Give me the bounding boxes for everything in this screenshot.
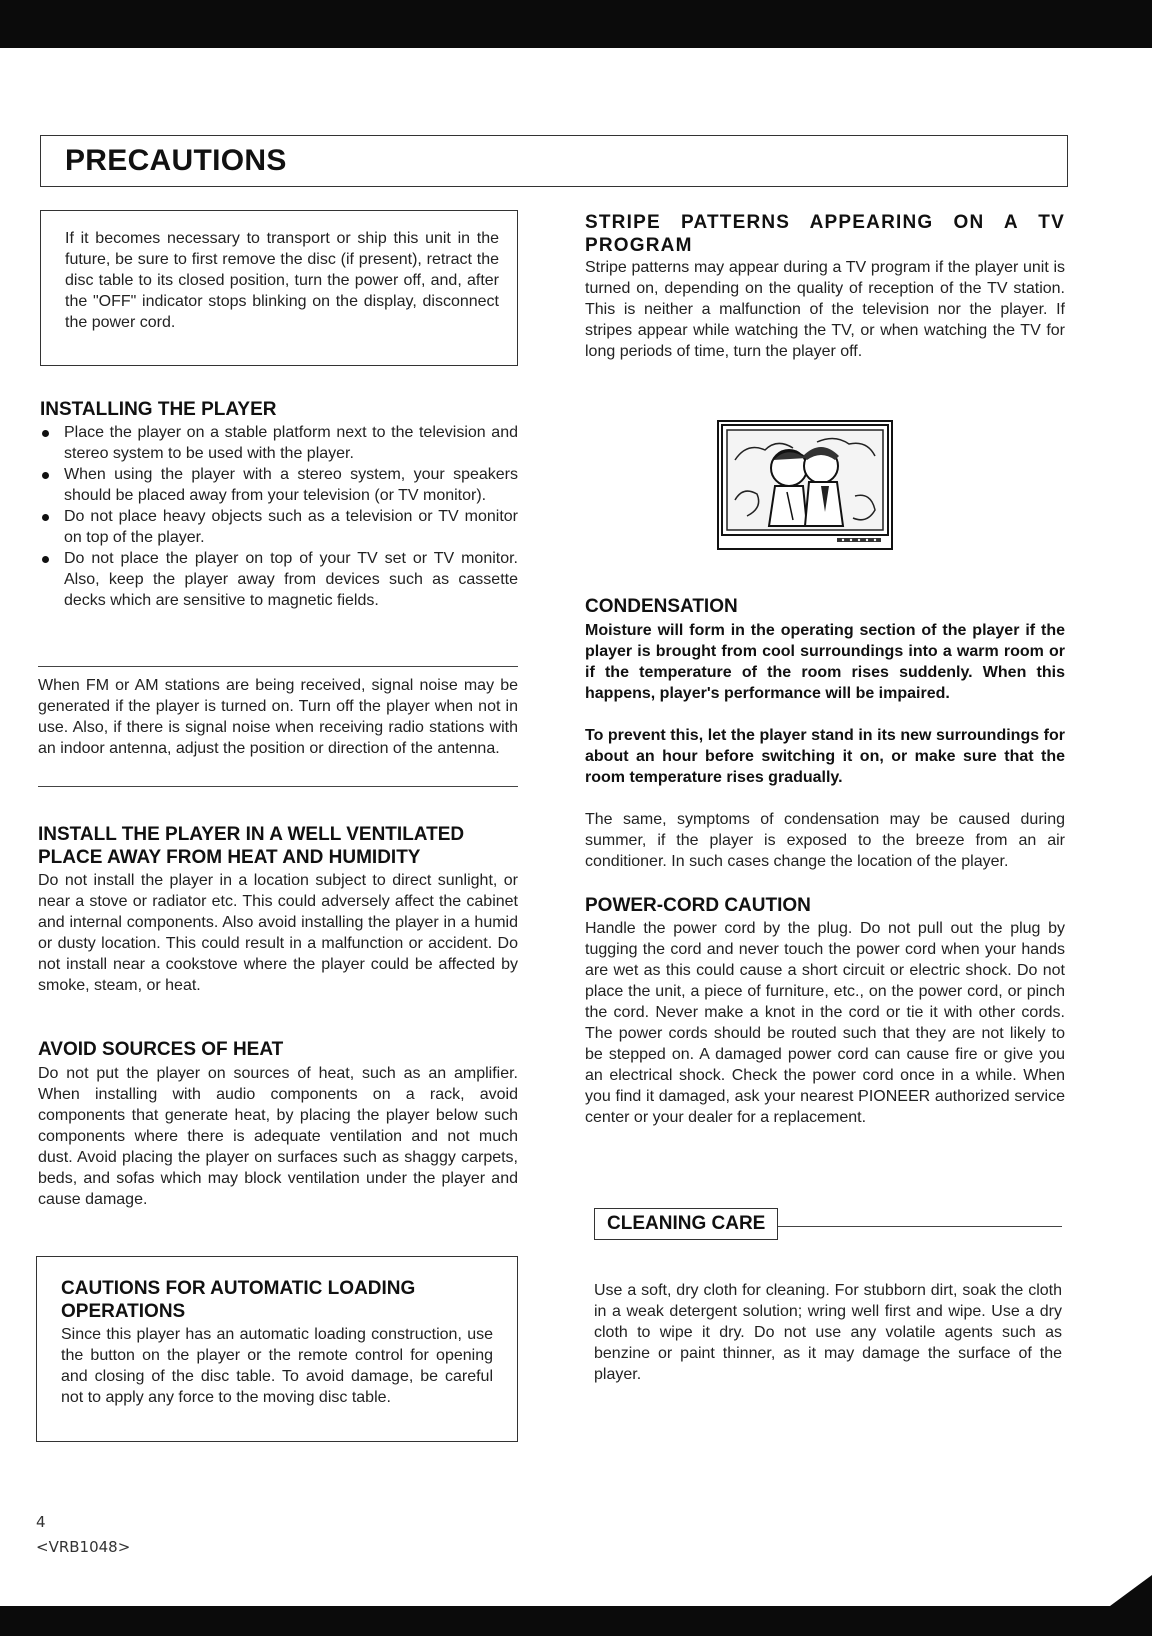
list-item [38,506,518,548]
bullet-icon [42,472,49,479]
transport-note-text: If it becomes necessary to transport or ship this unit in the future, be sure to first remove the disc (if present), retract the disc table to its closed position, turn the power off, and, after the "OFF" indicator stops blinking on the display, disconnect the power cord. [65,230,499,331]
installing-list [38,422,518,611]
cleaning-heading-rule [778,1226,1062,1227]
heat-heading: AVOID SOURCES OF HEAT [38,1039,284,1060]
list-item-text: Do not place heavy objects such as a television or TV monitor on top of the player. [64,508,518,546]
page-title: PRECAUTIONS [65,144,287,177]
list-item [38,464,518,506]
condensation-text: The same, symptoms of condensation may be caused during summer, if the player is exposed to the breeze from an air conditioner. In such cases change the location of the player. [585,811,1065,870]
ventilated-heading: INSTALL THE PLAYER IN A WELL VENTILATED PLACE AWAY FROM HEAT AND HUMIDITY [38,824,465,868]
tv-illustration [717,420,893,550]
document-code: <VRB1048> [36,1538,131,1556]
top-scan-border [0,0,1152,48]
bullet-icon [42,556,49,563]
list-item [38,548,518,611]
cleaning-heading-tab [594,1208,778,1240]
condensation-bold-1: Moisture will form in the operating section of the player if the player is brought from cool surroundings into a warm room or if the temperature of the room rises suddenly. When this happens, player's performance will be impaired. [585,622,1065,702]
stripe-text: Stripe patterns may appear during a TV program if the player unit is turned on, depending on the quality of reception of the TV station. This is neither a malfunction of the television nor the player. If stripes appear while watching the TV, or when watching the TV for long periods of time, turn the player off. [585,259,1065,360]
power-cord-text: Handle the power cord by the plug. Do not pull out the plug by tugging the cord and never touch the power cord when your hands are wet as this could cause a short circuit or electric shock. Do not place the unit, a piece of furniture, etc., on the power cord, or pinch the cord. Never make a knot in the cord or tie it with other cords. The power cords should be routed such that they are not likely to be stepped on. A damaged power cord can cause fire or give you an electrical shock. Check the power cord once in a while. When you find it damaged, ask your nearest PIONEER authorized service center or your dealer for a replacement. [585,920,1065,1126]
installing-heading: INSTALLING THE PLAYER [40,399,277,420]
list-item [38,422,518,464]
ventilated-text: Do not install the player in a location subject to direct sunlight, or near a stove or radiator etc. This could adversely affect the cabinet and internal components. Also avoid installing the player in a humid or dusty location. This could result in a malfunction or accident. Do not install near a cookstove where the player could be affected by smoke, steam, or heat. [38,872,518,994]
divider [38,786,518,787]
tv-icon [717,420,893,550]
heat-text: Do not put the player on sources of heat, such as an amplifier. When installing with audio components on a rack, avoid components that generate heat, by placing the player below such components where there is adequate ventilation and not much dust. Avoid placing the player on surfaces such as shaggy carpets, beds, and sofas which may block ventilation under the player and cause damage. [38,1065,518,1208]
transport-note-box [40,210,518,366]
bullet-icon [42,514,49,521]
auto-loading-box [36,1256,518,1442]
bottom-scan-border [0,1606,1152,1636]
list-item-text: Do not place the player on top of your TV set or TV monitor. Also, keep the player away from devices such as cassette decks which are sensitive to magnetic fields. [64,550,518,609]
divider [38,666,518,667]
auto-loading-heading: CAUTIONS FOR AUTOMATIC LOADING OPERATIONS [61,1278,416,1322]
bullet-icon [42,430,49,437]
cleaning-text: Use a soft, dry cloth for cleaning. For stubborn dirt, soak the cloth in a weak detergent solution; wring well first and wipe. Use a dry cloth to wipe it dry. Do not use any volatile agents such as benzine or paint thinner, as it may damage the surface of the player. [594,1282,1062,1383]
cleaning-heading: CLEANING CARE [607,1213,766,1234]
installing-list-container [38,422,518,611]
condensation-bold-2: To prevent this, let the player stand in its new surroundings for about an hour before switching it on, or make sure that the room temperature rises gradually. [585,727,1065,786]
fm-am-note: When FM or AM stations are being received, signal noise may be generated if the player is turned on. Turn off the player when not in use. Also, if there is signal noise when receiving radio stations with an indoor antenna, adjust the position or direction of the antenna. [38,677,518,757]
auto-loading-text: Since this player has an automatic loading construction, use the button on the player or the remote control for opening and closing of the disc table. To avoid damage, be careful not to apply any force to the moving disc table. [61,1326,493,1406]
list-item-text: When using the player with a stereo system, your speakers should be placed away from your television (or TV monitor). [64,466,518,504]
scan-edge-corner [1110,1575,1152,1606]
page-number: 4 [36,1513,46,1531]
stripe-heading: STRIPE PATTERNS APPEARING ON A TV PROGRAM [585,212,1065,256]
list-item-text: Place the player on a stable platform next to the television and stereo system to be used with the player. [64,424,518,462]
power-cord-heading: POWER-CORD CAUTION [585,895,811,916]
title-box [40,135,1068,187]
condensation-heading: CONDENSATION [585,596,738,617]
